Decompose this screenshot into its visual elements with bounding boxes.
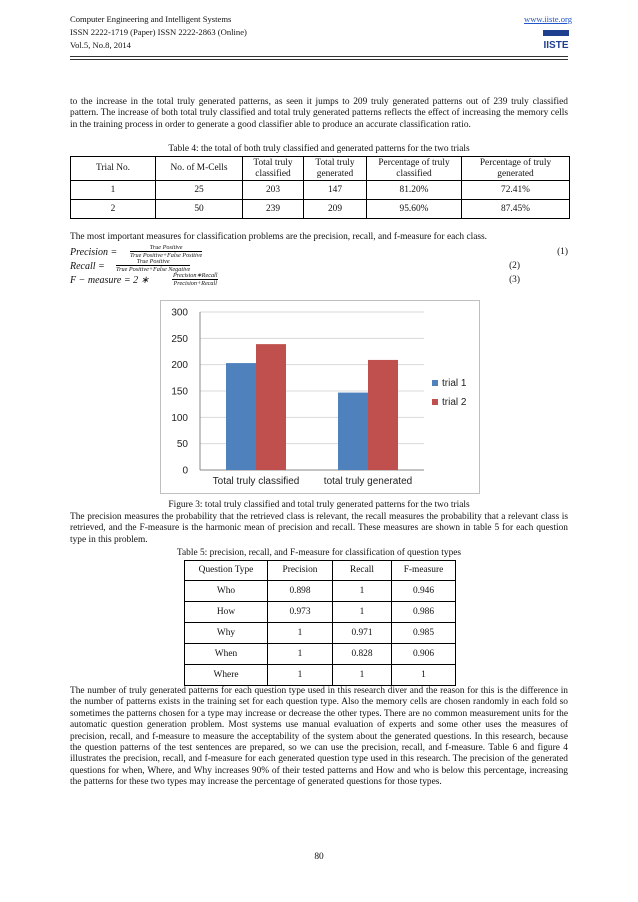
table-cell: 1 (268, 665, 333, 686)
table4-header-row (71, 157, 570, 181)
x-category-label: Total truly classified (212, 476, 300, 487)
table4 (70, 156, 570, 219)
equation-precision (70, 244, 568, 258)
journal-volume: Vol.5, No.8, 2014 (70, 40, 131, 50)
legend-label: trial 1 (442, 378, 467, 389)
paragraph-3: The precision measures the probability that the retrieved class is relevant, the recall measures the probability that a relevant class is retrieved, and the F-measure is the harmonic mean of precision and recall. These measures are shown in table 5 for each question type in this problem. (70, 512, 568, 545)
table-cell: 95.60% (367, 200, 462, 219)
table-cell: 81.20% (367, 181, 462, 200)
table-cell: 1 (392, 665, 456, 686)
table-row (185, 581, 456, 602)
equation-fraction (130, 244, 202, 259)
table-cell: 1 (333, 665, 392, 686)
table-cell: 72.41% (462, 181, 570, 200)
table-cell: Who (185, 581, 268, 602)
table4-header-cell: Trial No. (71, 157, 156, 181)
y-tick-label: 200 (171, 360, 188, 372)
table-cell: 50 (156, 200, 243, 219)
x-category-label: total truly generated (323, 476, 413, 487)
bar-trial-2-1 (368, 360, 398, 470)
table5 (184, 560, 456, 686)
equation-numerator: True Positive (116, 258, 190, 266)
table-cell: 239 (243, 200, 304, 219)
table-cell: 0.985 (392, 623, 456, 644)
journal-issn: ISSN 2222-1719 (Paper) ISSN 2222-2863 (Online) (70, 27, 247, 37)
y-tick-label: 150 (171, 386, 188, 398)
table5-header-cell: Precision (268, 561, 333, 581)
journal-url-link[interactable]: www.iiste.org (524, 14, 572, 24)
equation-denominator: True Positive+False Positive (130, 252, 203, 259)
iiste-logo (540, 28, 572, 52)
equation-lhs: Precision = (70, 247, 118, 258)
table5-header-cell: Question Type (185, 561, 268, 581)
legend-label: trial 2 (442, 397, 467, 408)
equation-lhs: F − measure = 2 ∗ (70, 275, 149, 286)
equation-number: (2) (509, 261, 520, 271)
table-cell: When (185, 644, 268, 665)
table-cell: 0.898 (268, 581, 333, 602)
y-tick-label: 100 (171, 412, 188, 424)
chart-frame (161, 301, 480, 494)
table-cell: 203 (243, 181, 304, 200)
equation-numerator: Precision∗Recall (173, 272, 218, 279)
paragraph-4: The number of truly generated patterns for each question type used in this research diver and the reason for this is the difference in the number of patterns exists in the training set for each question type. Also the memory cells are chosen randomly in each fold so sometimes the patterns chosen for a type may increase or decrease the other types. There are no common measurement units for the automatic question generation problem. Most systems use manual evaluation of experts and some other uses the measures of precision, recall, and f-measure to measure the acceptability of the system about the generated questions. In this research, because the question patterns of the test sentences are prepared, so we can use the precision, recall, and f-measure. Table 6 and figure 4 illustrates the precision, recall, and f-measure for each generated question type used in this research. The precision of the generated questions for when, Where, and Why increases 90% of their tested patterns and How and who is below this percentage, increasing the patterns for these two types may increase the percentage of generated questions for those types. (70, 686, 568, 788)
journal-name: Computer Engineering and Intelligent Systems (70, 14, 232, 24)
table-row (71, 200, 570, 219)
y-tick-label: 50 (176, 439, 188, 451)
table-cell: 0.946 (392, 581, 456, 602)
table4-header-cell: Total truly generated (304, 157, 367, 181)
table-cell: 1 (333, 581, 392, 602)
table4-header-cell: Percentage of truly classified (367, 157, 462, 181)
table-row (185, 644, 456, 665)
figure3-bar-chart (160, 300, 480, 494)
table-cell: 1 (333, 602, 392, 623)
logo-text: IISTE (543, 40, 569, 51)
table4-header-cell: Percentage of truly generated (462, 157, 570, 181)
y-tick-label: 300 (171, 307, 188, 319)
table-cell: 0.971 (333, 623, 392, 644)
table4-header-cell: Total truly classified (243, 157, 304, 181)
table-cell: 1 (268, 623, 333, 644)
equation-number: (3) (509, 275, 520, 285)
table5-header-row (185, 561, 456, 581)
bar-trial-1-0 (226, 363, 256, 470)
table-cell: How (185, 602, 268, 623)
figure3-caption: Figure 3: total truly classified and total truly generated patterns for the two trials (168, 500, 470, 510)
header-rule (70, 56, 568, 57)
paragraph-2: The most important measures for classification problems are the precision, recall, and f-measure for each class. (70, 232, 488, 242)
table4-caption: Table 4: the total of both truly classified and generated patterns for the two trials (168, 144, 470, 154)
table-row (185, 623, 456, 644)
table-cell: 2 (71, 200, 156, 219)
equation-denominator: Precision+Recall (173, 280, 217, 287)
legend-swatch (432, 380, 438, 386)
equation-numerator: True Positive (130, 244, 202, 252)
table-cell: Where (185, 665, 268, 686)
equation-number: (1) (557, 247, 568, 257)
bar-trial-1-1 (338, 393, 368, 470)
table-cell: 209 (304, 200, 367, 219)
bar-trial-2-0 (256, 344, 286, 470)
y-tick-label: 0 (182, 465, 188, 477)
table5-header-cell: Recall (333, 561, 392, 581)
table-row (71, 181, 570, 200)
table-cell: 0.973 (268, 602, 333, 623)
legend-swatch (432, 399, 438, 405)
table-row (185, 602, 456, 623)
equation-fraction (172, 272, 218, 287)
table5-header-cell: F-measure (392, 561, 456, 581)
paragraph-1: to the increase in the total truly generated patterns, as seen it jumps to 209 truly generated patterns out of 239 truly classified pattern. The increase of both total truly classified and total truly generated patterns reflects the effect of increasing the memory cells in the training process in order to generate a good classifier able to produce an accurate classification ratio. (70, 97, 568, 130)
table-cell: 25 (156, 181, 243, 200)
table-cell: 87.45% (462, 200, 570, 219)
table5-caption: Table 5: precision, recall, and F-measure for classification of question types (176, 548, 462, 558)
table-cell: 147 (304, 181, 367, 200)
table-cell: 1 (268, 644, 333, 665)
page-number: 80 (314, 852, 324, 862)
header-rule-thin (70, 59, 568, 60)
table-cell: 0.906 (392, 644, 456, 665)
equation-lhs: Recall = (70, 261, 105, 272)
table-cell: 1 (71, 181, 156, 200)
y-tick-label: 250 (171, 333, 188, 345)
table-cell: 0.828 (333, 644, 392, 665)
equation-fraction (116, 258, 190, 273)
equation-denominator: True Positive+False Negative (116, 266, 191, 273)
table-cell: 0.986 (392, 602, 456, 623)
table-row (185, 665, 456, 686)
table-cell: Why (185, 623, 268, 644)
equation-recall (70, 258, 520, 272)
table4-header-cell: No. of M-Cells (156, 157, 243, 181)
equation-f-measure (70, 272, 520, 286)
